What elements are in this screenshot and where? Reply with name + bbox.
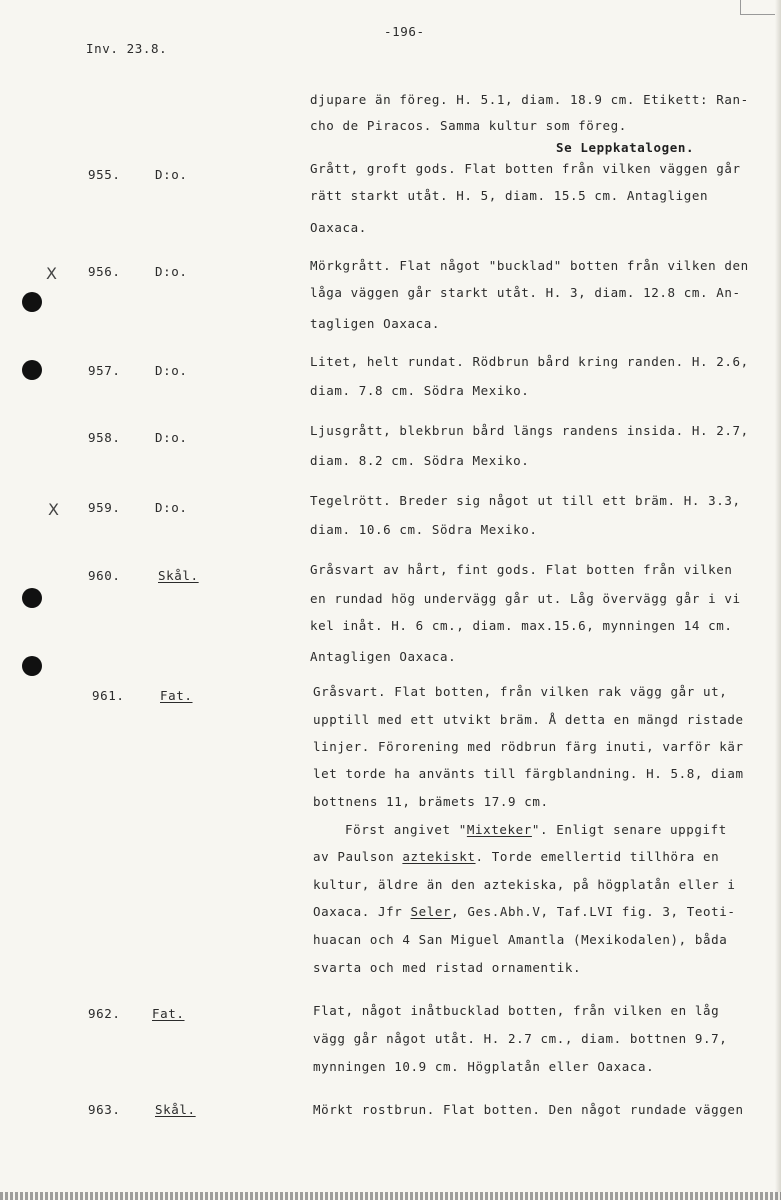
entry-line: diam. 7.8 cm. Södra Mexiko.	[310, 383, 530, 398]
entry-line: Mörkgrått. Flat något "bucklad" botten från vilken den	[310, 258, 749, 273]
entry-line: Grått, groft gods. Flat botten från vilken väggen går	[310, 161, 741, 176]
entry-type: D:o.	[155, 264, 188, 279]
entry-line: låga väggen går starkt utåt. H. 3, diam. 12.8 cm. An-	[310, 285, 741, 300]
intro-line: djupare än föreg. H. 5.1, diam. 18.9 cm. Etikett: Ran-	[310, 92, 749, 107]
punch-hole	[22, 292, 42, 312]
entry-line: Flat, något inåtbucklad botten, från vilken en låg	[313, 1003, 720, 1018]
entry-number: 956.	[88, 264, 121, 279]
entry-note-line: kultur, äldre än den aztekiska, på högplatån eller i	[313, 877, 736, 892]
entry-type: D:o.	[155, 167, 188, 182]
entry-note-line: huacan och 4 San Miguel Amantla (Mexikodalen), båda	[313, 932, 728, 947]
entry-line: kel inåt. H. 6 cm., diam. max.15.6, mynningen 14 cm.	[310, 618, 733, 633]
entry-line: Gråsvart av hårt, fint gods. Flat botten från vilken	[310, 562, 733, 577]
punch-hole	[22, 656, 42, 676]
entry-type: Fat.	[160, 688, 193, 703]
entry-number: 959.	[88, 500, 121, 515]
entry-line: Tegelrött. Breder sig något ut till ett bräm. H. 3.3,	[310, 493, 741, 508]
entry-line: Litet, helt rundat. Rödbrun bård kring randen. H. 2.6,	[310, 354, 749, 369]
entry-line: tagligen Oaxaca.	[310, 316, 441, 331]
entry-type: Skål.	[155, 1102, 196, 1117]
entry-number: 961.	[92, 688, 125, 703]
entry-line: Mörkt rostbrun. Flat botten. Den något rundade väggen	[313, 1102, 744, 1117]
entry-line: Ljusgrått, blekbrun bård längs randens insida. H. 2.7,	[310, 423, 749, 438]
entry-line: rätt starkt utåt. H. 5, diam. 15.5 cm. Antagligen	[310, 188, 709, 203]
entry-note-line: svarta och med ristad ornamentik.	[313, 960, 582, 975]
entry-type: Skål.	[158, 568, 199, 583]
entry-type: D:o.	[155, 363, 188, 378]
note-underlined-term: aztekiskt	[402, 849, 476, 864]
note-text: , Ges.Abh.V, Taf.LVI fig. 3, Teoti-	[451, 904, 736, 919]
inventory-number: Inv. 23.8.	[86, 41, 168, 56]
entry-note-line	[313, 851, 719, 864]
note-text: Först angivet "	[345, 822, 467, 837]
note-text: ". Enligt senare uppgift	[531, 822, 727, 837]
margin-cross-mark: X	[46, 264, 57, 283]
note-underlined-term: Mixteker	[466, 822, 532, 837]
intro-line: cho de Piracos. Samma kultur som föreg.	[310, 118, 627, 133]
entry-line: en rundad hög undervägg går ut. Låg övervägg går i vi	[310, 591, 741, 606]
margin-cross-mark: X	[48, 500, 59, 519]
entry-line: diam. 10.6 cm. Södra Mexiko.	[310, 522, 538, 537]
page-bottom-edge	[0, 1192, 781, 1200]
entry-line: Oaxaca.	[310, 220, 367, 235]
entry-line: mynningen 10.9 cm. Högplatån eller Oaxaca.	[313, 1059, 655, 1074]
entry-number: 960.	[88, 568, 121, 583]
page-number: -196-	[384, 24, 425, 39]
entry-line: bottnens 11, brämets 17.9 cm.	[313, 794, 549, 809]
entry-type: Fat.	[152, 1006, 185, 1021]
entry-number: 962.	[88, 1006, 121, 1021]
entry-number: 963.	[88, 1102, 121, 1117]
entry-line: diam. 8.2 cm. Södra Mexiko.	[310, 453, 530, 468]
punch-hole	[22, 588, 42, 608]
entry-type: D:o.	[155, 500, 188, 515]
entry-note-line	[345, 824, 727, 837]
entry-number: 955.	[88, 167, 121, 182]
note-text: av Paulson	[313, 849, 403, 864]
punch-hole	[22, 360, 42, 380]
intro-note: Se Leppkatalogen.	[556, 140, 695, 155]
entry-line: upptill med ett utvikt bräm. Å detta en mängd ristade	[313, 712, 744, 727]
page-right-edge	[775, 0, 781, 1200]
entry-line: vägg går något utåt. H. 2.7 cm., diam. bottnen 9.7,	[313, 1031, 728, 1046]
entry-line: Gråsvart. Flat botten, från vilken rak vägg går ut,	[313, 684, 728, 699]
entry-line: Antagligen Oaxaca.	[310, 649, 457, 664]
note-text: Oaxaca. Jfr	[313, 904, 411, 919]
note-text: . Torde emellertid tillhöra en	[475, 849, 720, 864]
note-underlined-term: Seler	[410, 904, 452, 919]
entry-number: 958.	[88, 430, 121, 445]
entry-line: linjer. Förorening med rödbrun färg inuti, varför kär	[313, 739, 744, 754]
entry-number: 957.	[88, 363, 121, 378]
entry-note-line	[313, 906, 736, 919]
entry-line: let torde ha använts till färgblandning. H. 5.8, diam	[313, 766, 744, 781]
entry-type: D:o.	[155, 430, 188, 445]
